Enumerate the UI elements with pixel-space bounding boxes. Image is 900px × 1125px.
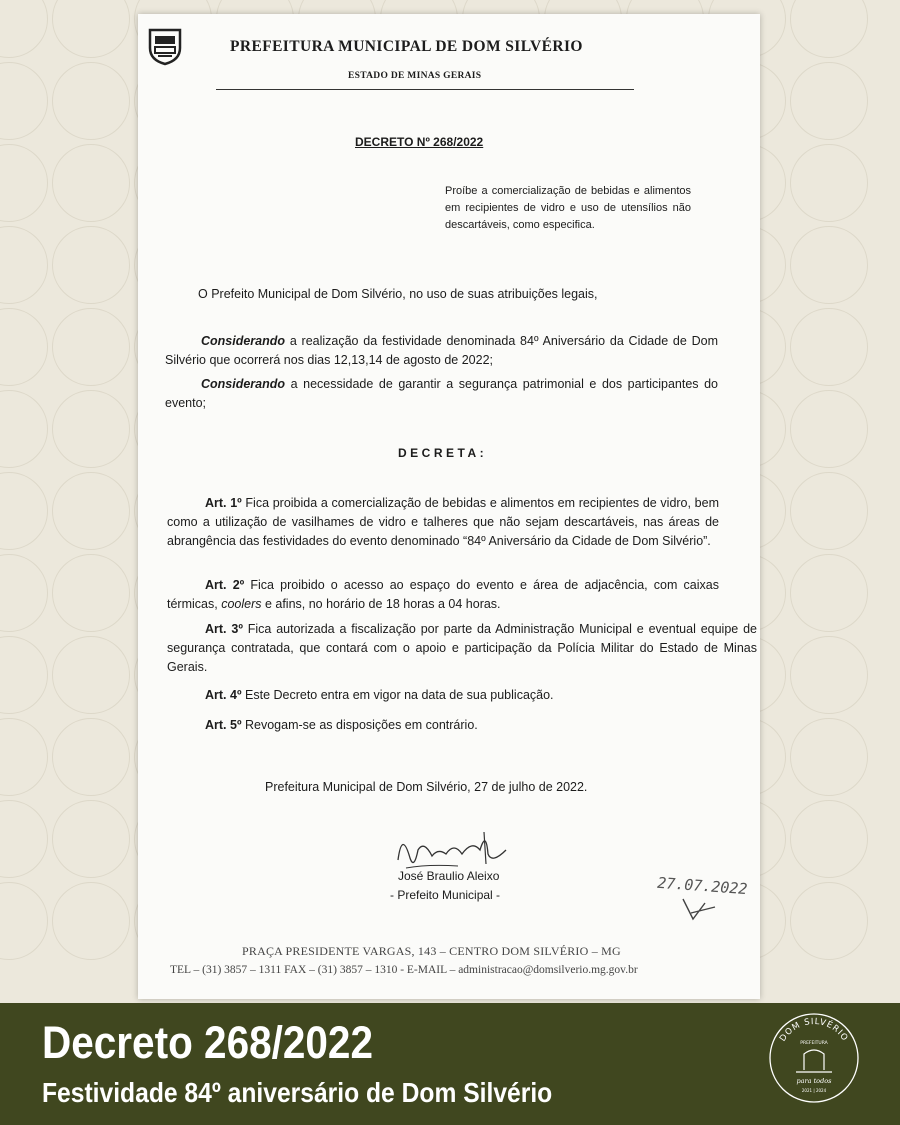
article-text: Fica proibida a comercialização de bebidas e alimentos em recipientes de vidro, bem como a utilização de vasilhames de vidro e talheres que não sejam descartáveis, nas áreas de abrangência das festividades do evento denominado “84º Aniversário da Cidade de Dom Silvério”. <box>167 496 719 548</box>
article-2 <box>167 576 719 614</box>
pattern-medallion <box>790 554 868 632</box>
pattern-medallion <box>0 554 48 632</box>
article-5 <box>167 716 719 735</box>
considerando-text: a necessidade de garantir a segurança patrimonial e dos participantes do evento; <box>165 377 718 410</box>
decree-summary: Proíbe a comercialização de bebidas e alimentos em recipientes de vidro e uso de utensílios não descartáveis, como especifica. <box>445 185 691 231</box>
pattern-medallion <box>790 800 868 878</box>
svg-text:DOM SILVÉRIO <box>778 1017 850 1044</box>
pattern-medallion <box>0 800 48 878</box>
pattern-medallion <box>52 554 130 632</box>
pattern-medallion <box>0 226 48 304</box>
pattern-medallion <box>52 308 130 386</box>
pattern-medallion <box>0 62 48 140</box>
pattern-medallion <box>52 144 130 222</box>
decree-title: DECRETO Nº 268/2022 <box>355 135 484 149</box>
pattern-medallion <box>790 308 868 386</box>
pattern-medallion <box>790 226 868 304</box>
article-number: Art. 4º <box>205 688 242 702</box>
logo-line1: PREFEITURA <box>800 1041 828 1046</box>
document-header-title: PREFEITURA MUNICIPAL DE DOM SILVÉRIO <box>230 38 583 55</box>
article-number: Art. 1º <box>205 496 242 510</box>
considerando-paragraph-1 <box>165 332 718 370</box>
header-divider <box>216 89 634 90</box>
pattern-medallion <box>790 472 868 550</box>
pattern-medallion <box>52 472 130 550</box>
article-text: Fica autorizada a fiscalização por parte da Administração Municipal e eventual equipe de segurança contratada, que contará com o apoio e participação da Polícia Militar do Estado de Minas Gerais. <box>167 622 757 674</box>
logo-name: DOM SILVÉRIO <box>778 1016 850 1044</box>
handwritten-date-text: 27.07.2022 <box>656 873 749 899</box>
pattern-medallion <box>52 62 130 140</box>
handwritten-date <box>653 869 763 924</box>
pattern-medallion <box>52 636 130 714</box>
pattern-medallion <box>0 308 48 386</box>
pattern-medallion <box>790 636 868 714</box>
banner-subtitle: Festividade 84º aniversário de Dom Silvério <box>42 1077 553 1108</box>
considerando-lead: Considerando <box>201 334 286 348</box>
pattern-medallion <box>0 0 48 58</box>
article-text: Revogam-se as disposições em contrário. <box>241 718 478 732</box>
pattern-medallion <box>52 718 130 796</box>
document-header-subtitle: ESTADO DE MINAS GERAIS <box>348 71 482 81</box>
pattern-medallion <box>52 390 130 468</box>
article-number: Art. 2º <box>205 578 245 592</box>
article-number: Art. 3º <box>205 622 243 636</box>
pattern-medallion <box>790 718 868 796</box>
pattern-medallion <box>0 882 48 960</box>
article-text: e afins, no horário de 18 horas a 04 horas. <box>261 597 501 611</box>
intro-paragraph: O Prefeito Municipal de Dom Silvério, no uso de suas atribuições legais, <box>198 287 598 301</box>
pattern-medallion <box>52 226 130 304</box>
decreta-heading: DECRETA: <box>398 446 488 460</box>
article-number: Art. 5º <box>205 718 242 732</box>
pattern-medallion <box>790 882 868 960</box>
pattern-medallion <box>0 144 48 222</box>
signer-role: - Prefeito Municipal - <box>390 888 501 902</box>
considerando-text: a realização da festividade denominada 84º Aniversário da Cidade de Dom Silvério que ocorrerá nos dias 12,13,14 de agosto de 2022; <box>165 334 718 367</box>
signer-name: José Braulio Aleixo <box>398 869 500 883</box>
decree-document <box>138 14 760 999</box>
pattern-medallion <box>790 0 868 58</box>
municipal-coat-of-arms-icon <box>146 26 184 66</box>
pattern-medallion <box>52 800 130 878</box>
pattern-medallion <box>0 636 48 714</box>
caption-banner <box>0 1003 900 1125</box>
considerando-paragraph-2 <box>165 375 718 413</box>
article-text: Fica proibido o acesso ao espaço do evento e área de adjacência, com caixas térmicas, <box>167 578 719 611</box>
pattern-medallion <box>790 390 868 468</box>
logo-line3: 2021 | 2024 <box>801 1088 827 1093</box>
article-4 <box>167 686 719 705</box>
footer-address: PRAÇA PRESIDENTE VARGAS, 143 – CENTRO DOM SILVÉRIO – MG <box>242 944 621 958</box>
logo-line2: para todos <box>796 1077 832 1085</box>
article-1 <box>167 494 719 551</box>
article-italic-term: coolers <box>221 597 262 611</box>
considerando-lead: Considerando <box>201 377 286 391</box>
pattern-medallion <box>0 472 48 550</box>
article-text: Este Decreto entra em vigor na data de sua publicação. <box>241 688 554 702</box>
footer-contacts: TEL – (31) 3857 – 1311 FAX – (31) 3857 – 1310 - E-MAIL – administracao@domsilverio.mg.gov.br <box>170 964 638 976</box>
article-3 <box>167 620 757 677</box>
pattern-medallion <box>0 718 48 796</box>
pattern-medallion <box>52 0 130 58</box>
place-and-date: Prefeitura Municipal de Dom Silvério, 27 de julho de 2022. <box>265 780 588 794</box>
pattern-medallion <box>790 144 868 222</box>
pattern-medallion <box>52 882 130 960</box>
dom-silverio-logo <box>766 1008 862 1104</box>
pattern-medallion <box>0 390 48 468</box>
banner-title: Decreto 268/2022 <box>42 1017 373 1068</box>
pattern-medallion <box>790 62 868 140</box>
